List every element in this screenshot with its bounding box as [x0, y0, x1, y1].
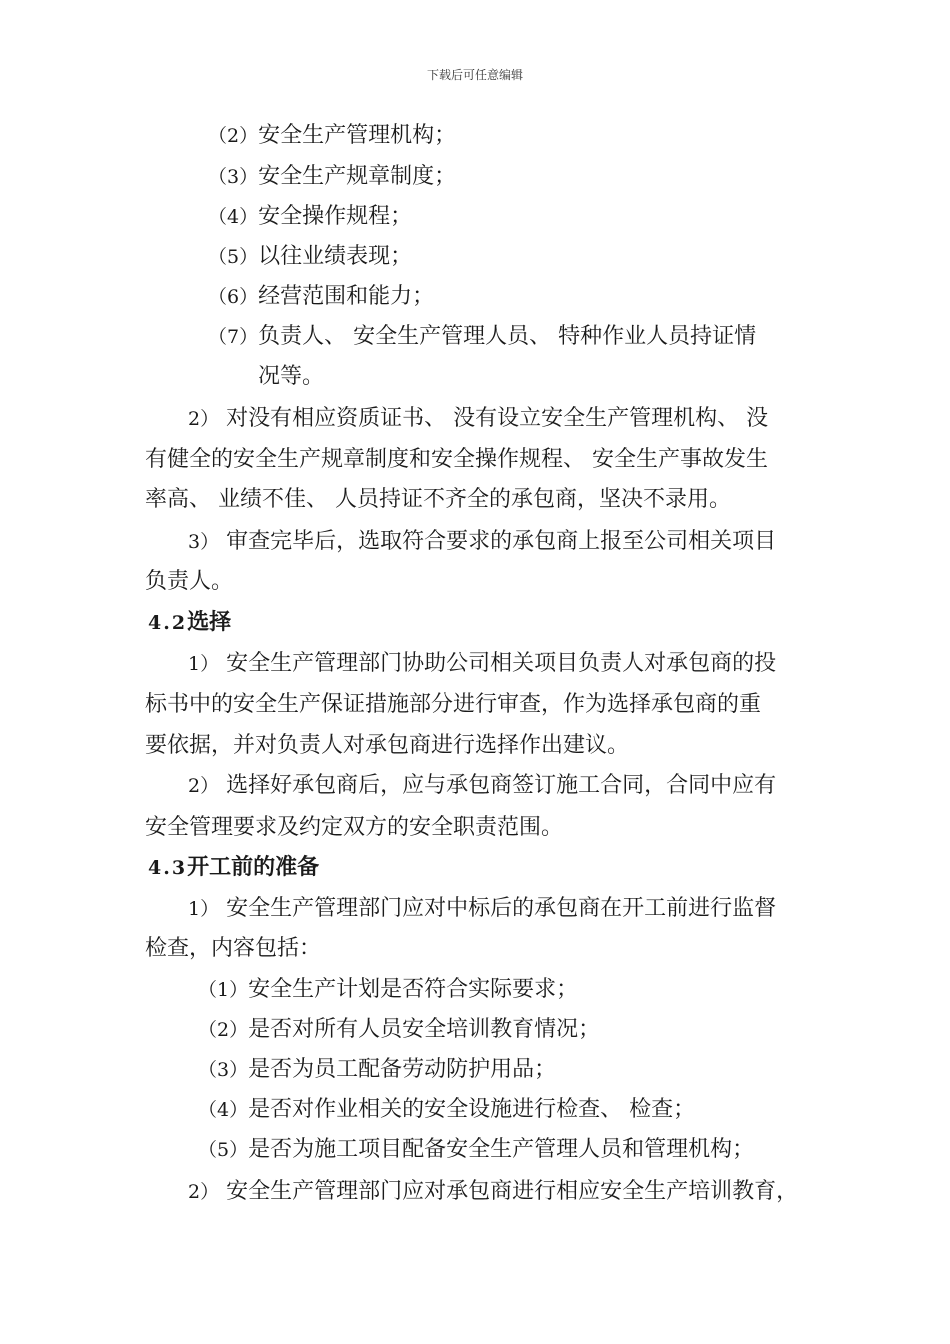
item-text: 审查完毕后，选取符合要求的承包商上报至公司相关项目	[226, 529, 777, 554]
item-number: （3）	[208, 166, 259, 188]
section-heading	[148, 608, 231, 638]
item-text: 负责人、 安全生产管理人员、 特种作业人员持证情	[258, 324, 757, 349]
item-number: （6）	[208, 286, 259, 308]
item-text: 安全生产管理部门应对承包商进行相应安全生产培训教育，	[226, 1179, 799, 1204]
paragraph-line: 安全管理要求及约定双方的安全职责范围。	[145, 815, 564, 840]
item-text: 是否对作业相关的安全设施进行检查、 检查；	[248, 1097, 696, 1122]
item-text: 安全生产管理部门协助公司相关项目负责人对承包商的投	[226, 651, 777, 676]
item-text: 安全生产管理部门应对中标后的承包商在开工前进行监督	[226, 896, 777, 921]
item-number: （3）	[198, 1059, 249, 1081]
paragraph-line: 检查，内容包括：	[145, 936, 322, 961]
item-number: （5）	[208, 246, 259, 268]
paragraph-line	[188, 894, 776, 924]
paragraph-line: 率高、 业绩不佳、 人员持证不齐全的承包商，坚决不录用。	[145, 487, 731, 512]
paragraph-line: 负责人。	[145, 569, 234, 594]
item-text: 是否为员工配备劳动防护用品；	[248, 1057, 557, 1082]
item-number: （4）	[198, 1099, 249, 1121]
item-text: 选择好承包商后，应与承包商签订施工合同，合同中应有	[226, 773, 777, 798]
item-text: 安全生产规章制度；	[258, 164, 457, 189]
item-number: 2）	[188, 408, 220, 430]
item-text: 经营范围和能力；	[258, 284, 435, 309]
list-item	[208, 322, 756, 352]
item-number: 1）	[188, 653, 220, 675]
paragraph-line: 要依据，并对负责人对承包商进行选择作出建议。	[145, 733, 630, 758]
item-number: （2）	[208, 125, 259, 147]
item-text: 以往业绩表现；	[258, 244, 413, 269]
item-number: 3）	[188, 531, 220, 553]
paragraph-line	[188, 404, 768, 434]
item-text: 是否为施工项目配备安全生产管理人员和管理机构；	[248, 1137, 755, 1162]
item-number: 1）	[188, 898, 220, 920]
page-header: 下载后可任意编辑	[426, 68, 523, 82]
item-number: 2）	[188, 1181, 220, 1203]
item-number: （7）	[208, 326, 259, 348]
section-heading	[148, 853, 319, 883]
item-text: 安全操作规程；	[258, 204, 413, 229]
section-title: 开工前的准备	[187, 855, 320, 880]
item-text: 对没有相应资质证书、 没有设立安全生产管理机构、 没	[226, 406, 769, 431]
list-item	[198, 1015, 600, 1045]
list-item	[208, 202, 412, 232]
item-text: 安全生产管理机构；	[258, 123, 457, 148]
paragraph-line	[188, 649, 776, 679]
item-number: （5）	[198, 1139, 249, 1161]
list-item	[198, 1135, 754, 1165]
paragraph-line: 有健全的安全生产规章制度和安全操作规程、 安全生产事故发生	[145, 447, 768, 472]
paragraph-line	[188, 1177, 798, 1207]
section-title: 选择	[187, 610, 232, 635]
list-item	[208, 162, 456, 192]
list-item	[208, 121, 456, 151]
paragraph-line: 况等。	[258, 364, 325, 389]
list-item	[208, 282, 434, 312]
item-text: 安全生产计划是否符合实际要求；	[248, 977, 579, 1002]
paragraph-line: 标书中的安全生产保证措施部分进行审查，作为选择承包商的重	[145, 692, 762, 717]
list-item	[208, 242, 412, 272]
item-number: （2）	[198, 1019, 249, 1041]
list-item	[198, 1095, 695, 1125]
section-number: 4.2	[148, 612, 188, 634]
item-number: 2）	[188, 775, 220, 797]
item-number: （1）	[198, 979, 249, 1001]
section-number: 4.3	[148, 857, 188, 879]
list-item	[198, 1055, 556, 1085]
paragraph-line	[188, 527, 776, 557]
item-text: 是否对所有人员安全培训教育情况；	[248, 1017, 601, 1042]
item-number: （4）	[208, 206, 259, 228]
paragraph-line	[188, 771, 776, 801]
list-item	[198, 975, 578, 1005]
